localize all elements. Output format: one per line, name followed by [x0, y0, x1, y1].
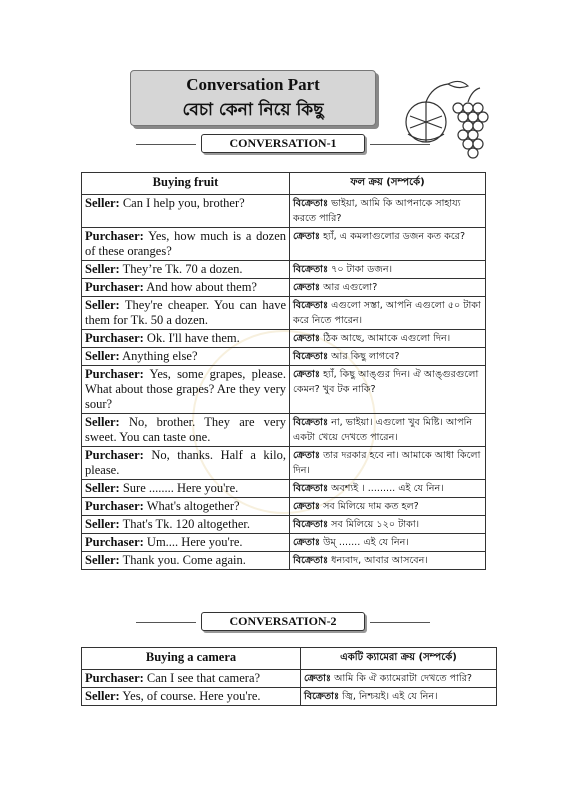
bengali-line	[290, 516, 486, 534]
bengali-speaker-label: ক্রেতাঃ	[293, 450, 321, 461]
bengali-line	[290, 297, 486, 330]
english-line	[82, 670, 301, 688]
english-line	[82, 414, 290, 447]
table-row	[82, 366, 486, 414]
bengali-speaker-label: ক্রেতাঃ	[293, 282, 321, 293]
english-line	[82, 688, 301, 706]
english-text: They're cheaper. You can have them for Tk. 50 a dozen.	[85, 298, 286, 327]
bengali-text: সব মিলিয়ে ১২০ টাকা।	[331, 519, 420, 530]
english-line	[82, 348, 290, 366]
bengali-text: এগুলো সস্তা, আপনি এগুলো ৫০ টাকা করে নিতে পারেন।	[293, 300, 481, 326]
table-row	[82, 279, 486, 297]
english-line	[82, 534, 290, 552]
english-text: Thank you. Come again.	[122, 553, 246, 567]
english-line	[82, 228, 290, 261]
english-text: No, thanks. Half a kilo, please.	[85, 448, 286, 477]
speaker-label: Seller:	[85, 196, 120, 210]
english-line	[82, 516, 290, 534]
english-line	[82, 498, 290, 516]
bengali-line	[290, 279, 486, 297]
bengali-text: ঠিক আছে, আমাকে এগুলো দিন।	[323, 333, 451, 344]
bengali-speaker-label: ক্রেতাঃ	[304, 673, 332, 684]
bengali-speaker-label: ক্রেতাঃ	[293, 333, 321, 344]
bengali-speaker-label: বিক্রেতাঃ	[293, 300, 329, 311]
table-row	[82, 195, 486, 228]
speaker-label: Purchaser:	[85, 331, 144, 345]
bengali-text: আর এগুলো?	[323, 282, 378, 293]
bengali-line	[301, 670, 497, 688]
english-text: Sure ........ Here you're.	[122, 481, 239, 495]
speaker-label: Seller:	[85, 517, 120, 531]
table-row	[82, 670, 497, 688]
header-english: Buying a camera	[82, 648, 301, 670]
bengali-line	[290, 414, 486, 447]
bengali-text: সব মিলিয়ে দাম কত হল?	[323, 501, 419, 512]
english-text: Can I help you, brother?	[122, 196, 245, 210]
english-text: No, brother. They are very sweet. You can taste one.	[85, 415, 286, 444]
bengali-text: তার দরকার হবে না। আমাকে আধা কিলো দিন।	[293, 450, 481, 476]
english-line	[82, 261, 290, 279]
speaker-label: Purchaser:	[85, 448, 144, 462]
bengali-line	[290, 480, 486, 498]
bengali-line	[290, 195, 486, 228]
conversation-2-table	[81, 647, 497, 706]
table-row	[82, 261, 486, 279]
bengali-speaker-label: বিক্রেতাঃ	[293, 351, 329, 362]
bengali-speaker-label: ক্রেতাঃ	[293, 231, 321, 242]
english-line	[82, 297, 290, 330]
speaker-label: Seller:	[85, 262, 120, 276]
bengali-text: অবশ্যই । ......... এই যে নিন।	[331, 483, 444, 494]
bengali-line	[290, 366, 486, 414]
bengali-line	[290, 552, 486, 570]
title-banner	[130, 70, 376, 126]
bengali-text: আমি কি ঐ ক্যামেরাটা দেখতে পারি?	[334, 673, 472, 684]
bengali-line	[301, 688, 497, 706]
speaker-label: Seller:	[85, 415, 120, 429]
table-row	[82, 516, 486, 534]
bengali-speaker-label: ক্রেতাঃ	[293, 501, 321, 512]
english-text: That's Tk. 120 altogether.	[122, 517, 250, 531]
english-text: Can I see that camera?	[146, 671, 261, 685]
bengali-speaker-label: বিক্রেতাঃ	[293, 483, 329, 494]
english-text: They’re Tk. 70 a dozen.	[122, 262, 243, 276]
bengali-text: আর কিছু লাগবে?	[331, 351, 400, 362]
table-row	[82, 480, 486, 498]
table-row	[82, 552, 486, 570]
table-header-row	[82, 173, 486, 195]
bengali-text: হ্যাঁ, কিছু আঙ্গুর দিন। ঐ আঙ্গুরগুলো কেমন? খুব টক নাকি?	[293, 369, 479, 395]
bengali-speaker-label: ক্রেতাঃ	[293, 369, 321, 380]
speaker-label: Seller:	[85, 481, 120, 495]
bengali-text: ধন্যবাদ, আবার আসবেন।	[331, 555, 428, 566]
title-english: Conversation Part	[186, 75, 320, 94]
english-text: Yes, some grapes, please. What about those grapes? Are they very sour?	[85, 367, 286, 411]
table-row	[82, 330, 486, 348]
speaker-label: Purchaser:	[85, 535, 144, 549]
table-header-row	[82, 648, 497, 670]
english-text: Anything else?	[122, 349, 198, 363]
english-line	[82, 279, 290, 297]
table-row	[82, 348, 486, 366]
bengali-speaker-label: বিক্রেতাঃ	[293, 264, 329, 275]
english-text: And how about them?	[146, 280, 257, 294]
speaker-label: Seller:	[85, 349, 120, 363]
bengali-speaker-label: ক্রেতাঃ	[293, 537, 321, 548]
bengali-text: ভাইয়া, আমি কি আপনাকে সাহায্য করতে পারি?	[293, 198, 461, 224]
bengali-text: উম্‌ ....... এই যে নিন।	[323, 537, 409, 548]
speaker-label: Purchaser:	[85, 367, 144, 381]
speaker-label: Purchaser:	[85, 499, 144, 513]
bengali-speaker-label: বিক্রেতাঃ	[304, 691, 340, 702]
section-heading-1: CONVERSATION-1	[201, 134, 365, 153]
speaker-label: Seller:	[85, 689, 120, 703]
speaker-label: Seller:	[85, 553, 120, 567]
conversation-1-table	[81, 172, 486, 570]
english-text: Ok. I'll have them.	[146, 331, 240, 345]
title-bengali: বেচা কেনা নিয়ে কিছু	[182, 100, 324, 120]
speaker-label: Seller:	[85, 298, 120, 312]
table-row	[82, 447, 486, 480]
english-line	[82, 366, 290, 414]
bengali-speaker-label: বিক্রেতাঃ	[293, 519, 329, 530]
english-text: Um.... Here you're.	[146, 535, 243, 549]
speaker-label: Purchaser:	[85, 280, 144, 294]
header-bengali: একটি ক্যামেরা ক্রয় (সম্পর্কে)	[301, 648, 497, 670]
bengali-text: না, ভাইয়া। এগুলো খুব মিষ্টি। আপনি একটা খেয়ে দেখতে পারেন।	[293, 417, 473, 443]
bengali-line	[290, 261, 486, 279]
english-line	[82, 447, 290, 480]
table-row	[82, 414, 486, 447]
bengali-line	[290, 330, 486, 348]
speaker-label: Purchaser:	[85, 671, 144, 685]
table-row	[82, 297, 486, 330]
header-bengali: ফল ক্রয় (সম্পর্কে)	[290, 173, 486, 195]
bengali-line	[290, 228, 486, 261]
bengali-text: হ্যাঁ, এ কমলাগুলোর ডজন কত করে?	[323, 231, 466, 242]
english-text: Yes, of course. Here you're.	[122, 689, 261, 703]
table-row	[82, 228, 486, 261]
bengali-speaker-label: বিক্রেতাঃ	[293, 417, 329, 428]
bengali-line	[290, 498, 486, 516]
section-heading-2: CONVERSATION-2	[201, 612, 365, 631]
bengali-line	[290, 534, 486, 552]
table-row	[82, 688, 497, 706]
bengali-line	[290, 348, 486, 366]
bengali-line	[290, 447, 486, 480]
english-text: Yes, how much is a dozen of these oranges?	[85, 229, 286, 258]
english-text: What's altogether?	[146, 499, 240, 513]
english-line	[82, 552, 290, 570]
english-line	[82, 195, 290, 228]
bengali-text: ৭০ টাকা ডজন।	[331, 264, 393, 275]
english-line	[82, 480, 290, 498]
table-row	[82, 534, 486, 552]
fruit-illustration	[388, 64, 498, 174]
header-english: Buying fruit	[82, 173, 290, 195]
bengali-text: জ্বি, নিশ্চয়ই। এই যে নিন।	[342, 691, 438, 702]
bengali-speaker-label: বিক্রেতাঃ	[293, 198, 329, 209]
table-row	[82, 498, 486, 516]
speaker-label: Purchaser:	[85, 229, 144, 243]
english-line	[82, 330, 290, 348]
bengali-speaker-label: বিক্রেতাঃ	[293, 555, 329, 566]
